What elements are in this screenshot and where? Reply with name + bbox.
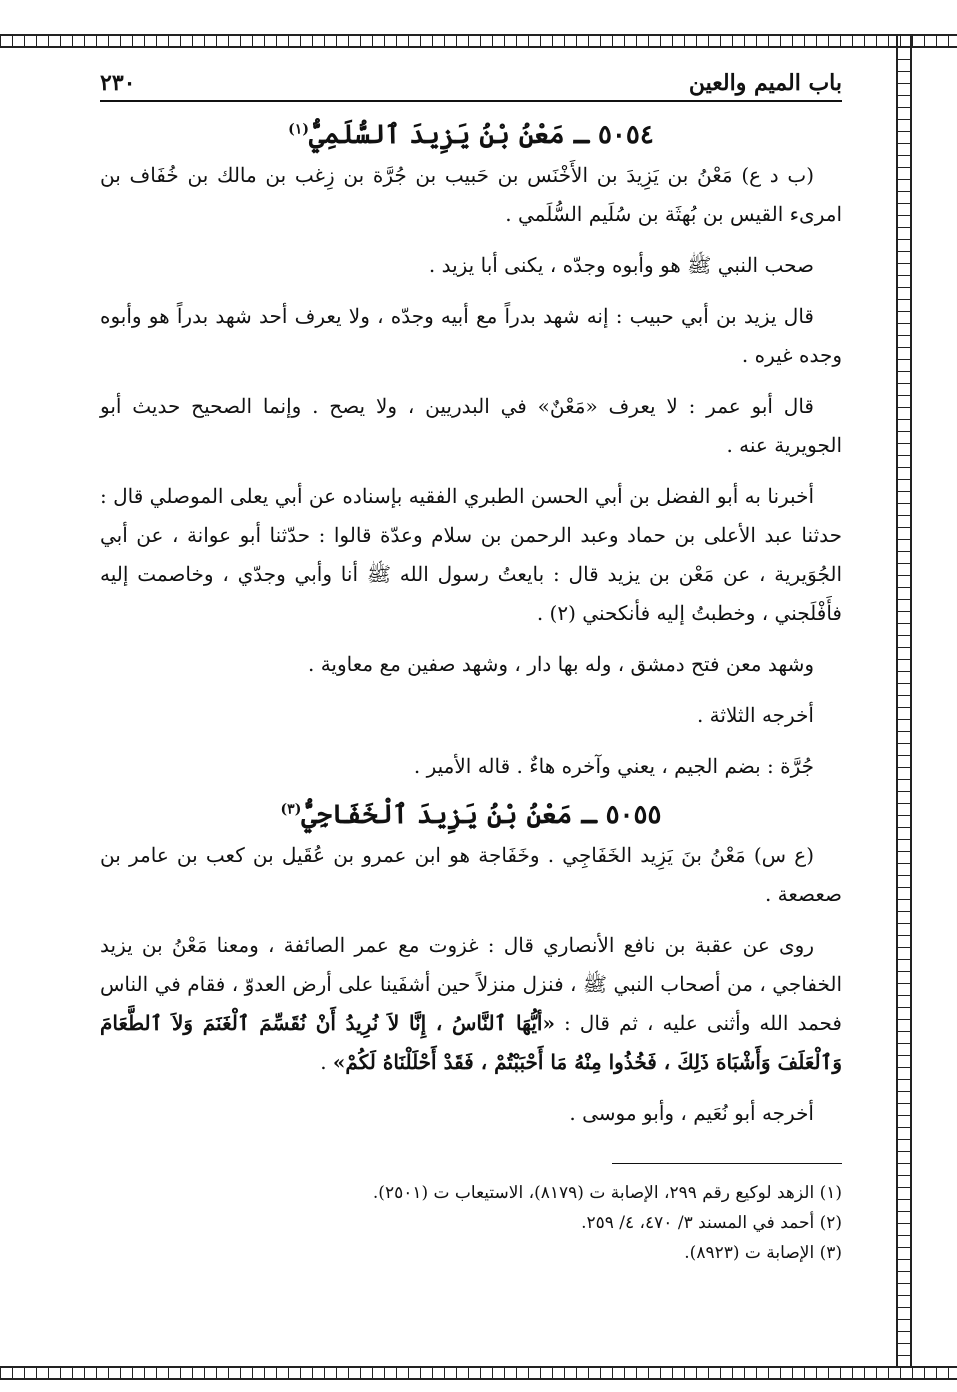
quote-tail: . xyxy=(320,1050,333,1074)
footnote: (٢) أحمد في المسند ٣/ ٤٧٠، ٤/ ٢٥٩. xyxy=(581,1213,842,1233)
footnote: (١) الزهد لوكيع رقم ٢٩٩، الإصابة ت (٨١٧٩)، الاستيعاب ت (٢٥٠١). xyxy=(372,1183,842,1203)
running-title: باب الميم والعين xyxy=(688,70,842,96)
running-header xyxy=(100,70,842,102)
page-border-top xyxy=(0,34,957,48)
footnote: (٣) الإصابة ت (٨٩٢٣). xyxy=(684,1243,842,1263)
paragraph: أخبرنا به أبو الفضل بن أبي الحسن الطبري الفقيه بإسناده عن أبي يعلى الموصلي قال : حدثنا عبد الأعلى بن حماد وعبد الرحمن بن سلام وعدّة قالوا : حدّثنا أبو عوانة ، عن أبي الجُوَيرية ، عن مَعْن بن يزيد قال : بايعتُ رسول الله ﷺ أنا وأبي وجدّي ، وخاصمت إليه فأَفْلَجني ، وخطبتُ إليه فأنكحني (٢) . xyxy=(100,484,843,625)
footnote-ref: (١) xyxy=(288,121,309,138)
quote-lead: روى عن عقبة بن نافع الأنصاري قال : غزوت مع عمر الصائفة ، ومعنا مَعْنُ بن يزيد الخفاجي ، من أصحاب النبي ﷺ ، فنزل منزلاً حين أشفَينا على أرض العدوّ ، فقام في الناس فحمد الله وأثنى عليه ، ثم قال : xyxy=(100,933,843,1035)
paragraph: قال يزيد بن أبي حبيب : إنه شهد بدراً مع أبيه وجدّه ، ولا يعرف أحد شهد بدراً هو وأبوه وجده غيره . xyxy=(100,304,842,367)
paragraph: (ب د ع) مَعْنُ بن يَزِيدَ بن الأَخْنَس بن حَبيب بن جُرَّة بن زِغب بن مالك بن خُفَاف بن امرىء القيس بن بُهثَة بن سُلَيم السُّلَمي . xyxy=(100,163,842,226)
paragraph: قال أبو عمر : لا يعرف «مَعْنٌ» في البدريين ، ولا يصح . وإنما الصحيح حديث أبو الجويرية عنه . xyxy=(100,394,842,457)
page-border-bottom xyxy=(0,1366,957,1380)
entry-title-5055: ٥٠٥٥ ـ مَعْنُ بْنُ يَزِيدَ ٱلْخَفَاجِيُّ$^{(٣)}$ xyxy=(280,800,662,830)
page-number: ٢٣٠ xyxy=(100,70,136,96)
paragraph-with-quote xyxy=(100,926,842,1082)
quote-text: «أيُّهَا ٱلنَّاسُ ، إِنَّا لاَ نُرِيدُ أَنْ نُقَسِّمَ ٱلْغَنَمَ وَلاَ ٱلطَّعَامَ وَٱلْعَلَفَ وَأَشْبَاهَ ذَلِكَ ، فَخُذُوا مِنْهُ مَا أَحْبَبْتُمْ ، فَقَدْ أَحْلَلْنَاهُ لَكُمْ» xyxy=(100,1011,842,1074)
paragraph: (ع س) مَعْنُ بنَ يَزِيد الخَفَاجِي . وخَفَاجة هو ابن عمرو بن عُقَيل بن كعب بن عامر بن صعصعة . xyxy=(100,843,842,906)
page-border-right xyxy=(896,34,912,1380)
page-body xyxy=(100,70,842,1268)
paragraph: جُرَّة : بضم الجيم ، يعني وآخره هاءٌ . قاله الأمير . xyxy=(413,754,814,778)
paragraph: صحب النبي ﷺ هو وأبوه وجدّه ، يكنى أبا يزيد . xyxy=(428,253,814,277)
footnote-ref: (٣) xyxy=(280,801,302,818)
paragraph: أخرجه الثلاثة . xyxy=(696,703,814,727)
footnote-separator xyxy=(612,1163,842,1164)
entry-title-5054: ٥٠٥٤ ـ مَعْنُ بْنُ يَزِيدَ ٱلسُّلَمِيُّ$^{(١)}$ xyxy=(288,120,654,150)
paragraph: وشهد معن فتح دمشق ، وله بها دار ، وشهد صفين مع معاوية . xyxy=(307,652,814,676)
paragraph: أخرجه أبو نُعَيم ، وأبو موسى . xyxy=(569,1101,814,1125)
